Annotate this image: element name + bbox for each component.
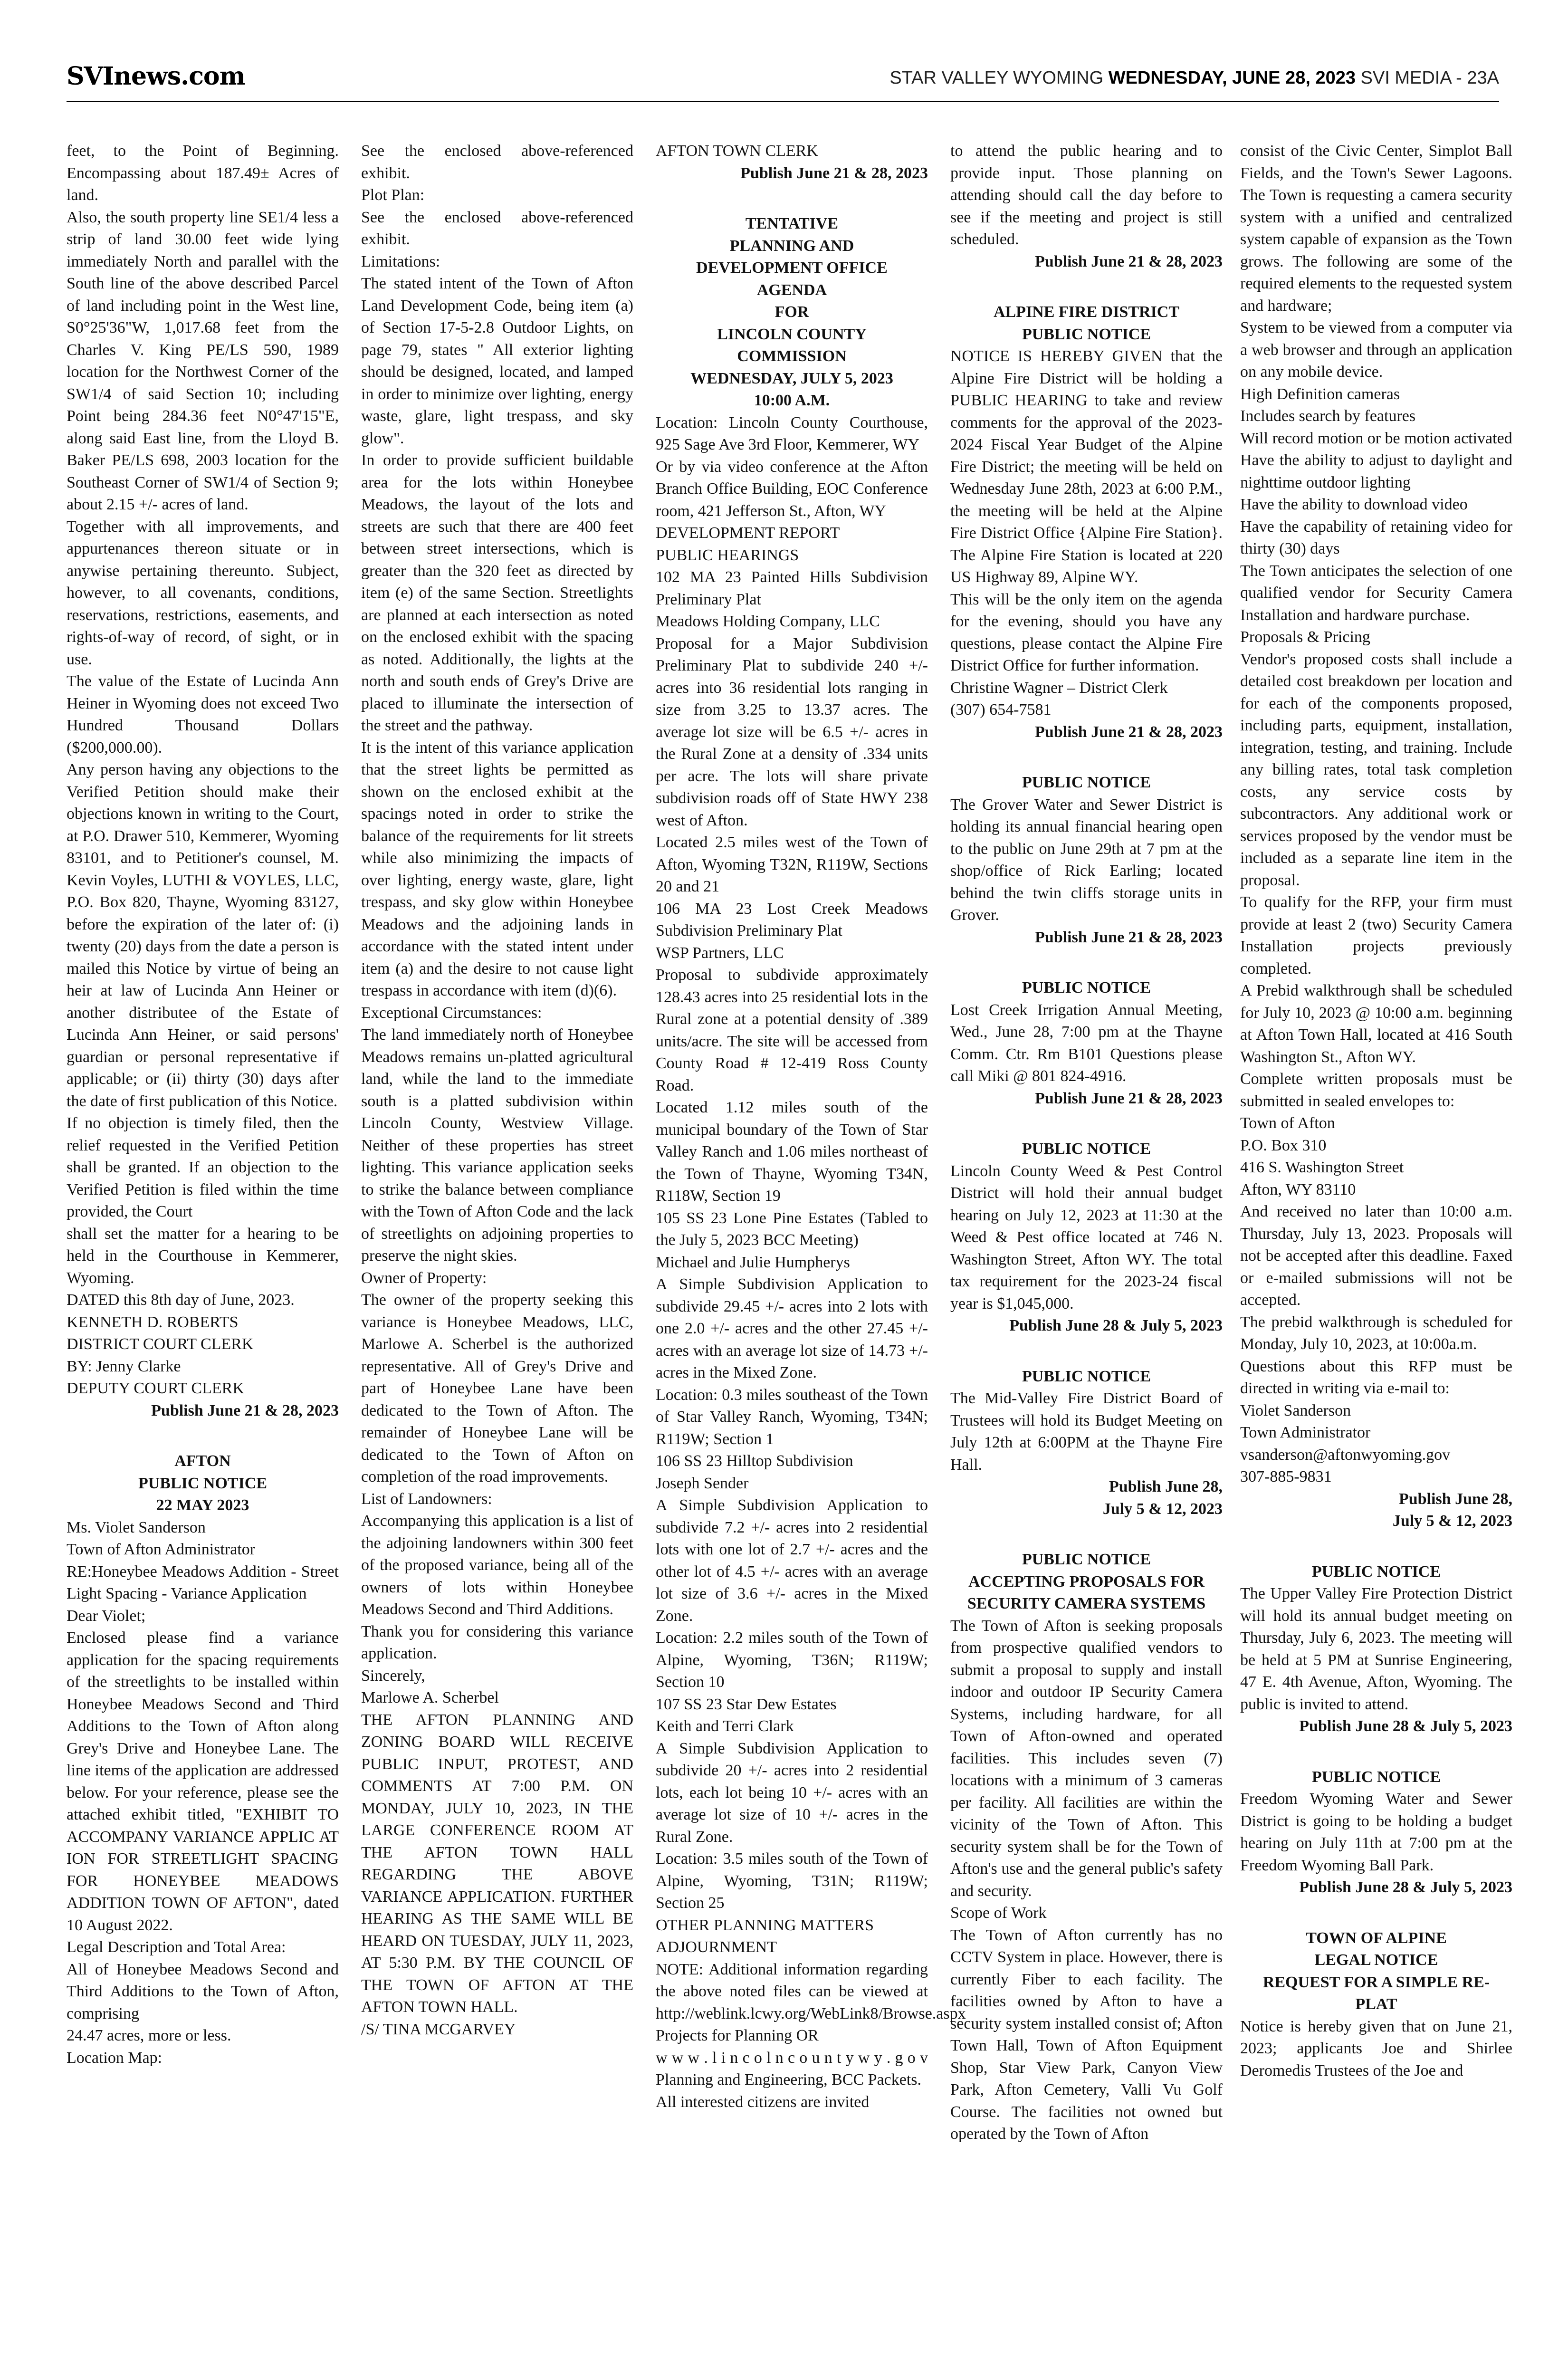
- notice-paragraph: RE:Honeybee Meadows Addition - Street Light Spacing - Variance Application: [67, 1562, 339, 1602]
- publish-dates: Publish June 21 & 28, 2023: [1035, 723, 1223, 741]
- column-1: [67, 140, 339, 2376]
- notice-paragraph: See the enclosed above-referenced exhibit.: [361, 208, 633, 248]
- notice-paragraph: Notice is hereby given that on June 21, 2023; applicants Joe and Shirlee Deromedis Trustees of the Joe and: [1240, 2017, 1512, 2079]
- column-2: [361, 140, 633, 2376]
- notice-paragraph: (307) 654-7581: [950, 701, 1052, 719]
- notice-heading: PUBLIC NOTICE: [1022, 979, 1151, 996]
- notice-paragraph: The stated intent of the Town of Afton Land Development Code, being item (a) of Section 17-5-2.8 Outdoor Lights, on page 79, states " All exterior lighting should be designed, located, and lamped in order to minimize over lighting, energy waste, glare, light trespass, and sky glow".: [361, 275, 633, 447]
- publish-dates: Publish June 21 & 28, 2023: [740, 164, 928, 182]
- notice-paragraph: Plot Plan:: [361, 186, 425, 204]
- notice-paragraph: Lost Creek Irrigation Annual Meeting, Wed., June 28, 7:00 pm at the Thayne Comm. Ctr. Rm B101 Questions please call Miki @ 801 824-4916.: [950, 1001, 1223, 1085]
- publish-dates: Publish June 28 & July 5, 2023: [1009, 1317, 1223, 1334]
- notice-paragraph: Have the ability to download video: [1240, 496, 1468, 513]
- notice-paragraph: Vendor's proposed costs shall include a detailed cost breakdown per location and for each of the components proposed, including parts, equipment, installation, integration, testing, and training. Include any billing rates, total task completion costs, any service costs by subcontractors. Any additional work or services proposed by the vendor must be included as a separate line item in the proposal.: [1240, 650, 1512, 889]
- publish-dates: Publish June 21 & 28, 2023: [1035, 1089, 1223, 1107]
- notice-paragraph: A Prebid walkthrough shall be scheduled for July 10, 2023 @ 10:00 a.m. beginning at Afton Town Hall, located at 416 South Washington St., Afton WY.: [1240, 982, 1512, 1066]
- notice-gap: [950, 1520, 1223, 1549]
- publish-dates: Publish June 28 & July 5, 2023: [1299, 1717, 1512, 1735]
- notice-paragraph: Michael and Julie Humpherys: [656, 1253, 850, 1271]
- notice-paragraph: Owner of Property:: [361, 1269, 487, 1287]
- notice-heading: FOR: [774, 303, 809, 321]
- notice-paragraph: NOTE: Additional information regarding the above noted files can be viewed at http://weblink.lcwy.org/WebLink8/Browse.aspx Projects for Planning OR: [656, 1960, 966, 2044]
- notice-heading: PUBLIC NOTICE: [1022, 1367, 1151, 1385]
- notice-paragraph: Questions about this RFP must be directed in writing via e-mail to:: [1240, 1357, 1512, 1397]
- notice-heading: TOWN OF ALPINE: [1306, 1929, 1447, 1947]
- notice-paragraph: consist of the Civic Center, Simplot Ball Fields, and the Town's Sewer Lagoons. The Town is requesting a camera security system with a unified and centralized system capable of expansion as the Town grows. The following are some of the required elements to the requested system and hardware;: [1240, 142, 1512, 315]
- notice-paragraph: 24.47 acres, more or less.: [67, 2027, 231, 2044]
- notice-paragraph: /S/ TINA MCGARVEY: [361, 2020, 516, 2038]
- notice-gap: [1240, 1738, 1512, 1766]
- notice-heading: AFTON: [174, 1452, 231, 1470]
- notice-paragraph: DATED this 8th day of June, 2023.: [67, 1291, 295, 1309]
- notice-paragraph: Location: 3.5 miles south of the Town of Alpine, Wyoming, T31N; R119W; Section 25: [656, 1850, 928, 1912]
- notice-paragraph: Accompanying this application is a list of the adjoining landowners within 300 feet of the proposed variance, being all of the owners of lots within Honeybee Meadows Second and Third Additions.: [361, 1512, 633, 1618]
- notice-gap: [656, 184, 928, 213]
- notice-paragraph: shall set the matter for a hearing to be held in the Courthouse in Kemmerer, Wyoming.: [67, 1225, 339, 1287]
- notice-gap: [950, 948, 1223, 977]
- notice-paragraph: High Definition cameras: [1240, 385, 1400, 403]
- notice-paragraph: P.O. Box 310: [1240, 1136, 1327, 1154]
- notice-paragraph: System to be viewed from a computer via a web browser and through an application on any mobile device.: [1240, 319, 1512, 381]
- notice-paragraph: Will record motion or be motion activated: [1240, 429, 1512, 447]
- notice-paragraph: DEVELOPMENT REPORT: [656, 524, 840, 542]
- notice-heading: PUBLIC NOTICE: [138, 1474, 268, 1492]
- notice-paragraph: Town of Afton: [1240, 1114, 1335, 1132]
- notice-paragraph: The Upper Valley Fire Protection District will hold its annual budget meeting on Thursday, July 6, 2023. The meeting will be held at 5 PM at Sunrise Engineering, 47 E. 4th Avenue, Afton, Wyoming. The public is invited to attend.: [1240, 1585, 1512, 1713]
- notice-paragraph: It is the intent of this variance application that the street lights be permitted as shown on the enclosed exhibit at the spacings noted in order to strike the balance of the requirements for lit streets while also minimizing the impacts of over lighting, energy waste, glare, light trespass, and sky glow within Honeybee Meadows and the adjoining lands in accordance with the stated intent under item (a) and the desire to not cause light trespass in accordance with item (d)(6).: [361, 738, 633, 999]
- notice-paragraph: A Simple Subdivision Application to subdivide 29.45 +/- acres into 2 lots with one 2.0 +/- acres and the other 27.45 +/- acres with an average lot size of 14.73 +/- acres in the Mixed Zone.: [656, 1275, 928, 1381]
- notice-paragraph: Also, the south property line SE1/4 less a strip of land 30.00 feet wide lying immediately North and parallel with the South line of the above described Parcel of land including point in the West line, S0°25'36"W, 1,017.68 feet from the Charles V. King PE/LS 590, 1989 location for the Northwest Corner of the SW1/4 of said Section 10; including Point being 284.36 feet N0°47'15"E, along said East line, from the Lloyd B. Baker PE/LS 698, 2003 location for the Southeast Corner of SW1/4 of Section 9; about 2.15 +/- acres of land.: [67, 208, 339, 513]
- publish-dates: July 5 & 12, 2023: [1392, 1512, 1512, 1530]
- notice-paragraph: 105 SS 23 Lone Pine Estates (Tabled to the July 5, 2023 BCC Meeting): [656, 1209, 928, 1249]
- notice-heading: ALPINE FIRE DISTRICT: [993, 303, 1180, 321]
- notice-paragraph: Location Map:: [67, 2049, 163, 2067]
- notice-paragraph: To qualify for the RFP, your firm must provide at least 2 (two) Security Camera Installation projects previously completed.: [1240, 893, 1512, 977]
- notice-paragraph: Afton, WY 83110: [1240, 1180, 1356, 1198]
- notice-heading: WEDNESDAY, JULY 5, 2023: [690, 369, 893, 387]
- notice-paragraph: feet, to the Point of Beginning. Encompassing about 187.49± Acres of land.: [67, 142, 339, 204]
- notice-paragraph: Ms. Violet Sanderson: [67, 1518, 206, 1536]
- notice-paragraph: Keith and Terri Clark: [656, 1717, 794, 1735]
- notice-paragraph: Freedom Wyoming Water and Sewer District is going to be holding a budget hearing on July 11th at 7:00 pm at the Freedom Wyoming Ball Park.: [1240, 1790, 1512, 1874]
- notice-heading: PUBLIC NOTICE: [1022, 325, 1151, 343]
- publish-dates: Publish June 21 & 28, 2023: [1035, 928, 1223, 946]
- notice-heading: AGENDA: [756, 281, 827, 299]
- notice-paragraph: NOTICE IS HEREBY GIVEN that the Alpine Fire District will be holding a PUBLIC HEARING to take and review comments for the approval of the 2023-2024 Fiscal Year Budget of the Alpine Fire District; the meeting will be held on Wednesday June 28th, 2023 at 6:00 P.M., the meeting will be held at the Alpine Fire District Office {Alpine Fire Station}. The Alpine Fire Station is located at 220 US Highway 89, Alpine WY.: [950, 347, 1223, 586]
- legal-notices-columns: [67, 140, 1512, 2376]
- notice-gap: [950, 273, 1223, 301]
- notice-paragraph: Together with all improvements, and appurtenances thereon situate or in anywise pertaining thereunto. Subject, however, to all covenants, conditions, reservations, restrictions, easements, and rights-of-way of record, of sight, or in use.: [67, 517, 339, 668]
- notice-paragraph: Legal Description and Total Area:: [67, 1938, 286, 1956]
- notice-paragraph: The Grover Water and Sewer District is holding its annual financial hearing open to the public on June 29th at 7 pm at the shop/office of Rick Earling; located behind the twin cliffs storage units in Grover.: [950, 795, 1223, 924]
- publish-dates: Publish June 28 & July 5, 2023: [1299, 1878, 1512, 1896]
- notice-paragraph: Town Administrator: [1240, 1424, 1371, 1441]
- notice-heading: PUBLIC NOTICE: [1022, 774, 1151, 791]
- notice-paragraph: w w w . l i n c o l n c o u n t y w y . g o v Planning and Engineering, BCC Packets.: [656, 2049, 928, 2089]
- notice-paragraph: DEPUTY COURT CLERK: [67, 1380, 244, 1397]
- notice-paragraph: In order to provide sufficient buildable area for the lots within Honeybee Meadows, the layout of the lots and streets are such that there are 400 feet between street intersections, which is greater than the 320 feet as directed by item (e) of the same Section. Streetlights are planned at each intersection as noted on the enclosed exhibit with the spacing as noted. Additionally, the lights at the north and south ends of Grey's Drive are placed to illuminate the intersection of the street and the pathway.: [361, 451, 633, 734]
- notice-paragraph: Location: 0.3 miles southeast of the Town of Star Valley Ranch, Wyoming, T34N; R119W; Section 1: [656, 1386, 928, 1448]
- notice-paragraph: Location: 2.2 miles south of the Town of Alpine, Wyoming, T36N; R119W; Section 10: [656, 1629, 928, 1691]
- notice-paragraph: Christine Wagner – District Clerk: [950, 679, 1168, 697]
- notice-paragraph: Any person having any objections to the Verified Petition should make their objections known in writing to the Court, at P.O. Drawer 510, Kemmerer, Wyoming 83101, and to Petitioner's counsel, M. Kevin Voyles, LUTHI & VOYLES, LLC, P.O. Box 820, Thayne, Wyoming 83127, before the expiration of the later of: (i) twenty (20) days from the date a person is mailed this Notice by virtue of being an heir at law of Lucinda Ann Heiner or another distributee of the Estate of Lucinda Ann Heiner, or said persons' guardian or personal representative if applicable; or (ii) thirty (30) days after the date of first publication of this Notice.: [67, 761, 339, 1110]
- notice-paragraph: Violet Sanderson: [1240, 1401, 1351, 1419]
- publish-dates: Publish June 21 & 28, 2023: [1035, 252, 1223, 270]
- notice-paragraph: Dear Violet;: [67, 1607, 146, 1625]
- notice-gap: [950, 743, 1223, 772]
- notice-paragraph: Sincerely,: [361, 1667, 425, 1685]
- notice-paragraph: to attend the public hearing and to provide input. Those planning on attending should call the day before to see if the meeting and project is still scheduled.: [950, 142, 1223, 248]
- notice-paragraph: 107 SS 23 Star Dew Estates: [656, 1695, 837, 1713]
- notice-paragraph: Or by via video conference at the Afton Branch Office Building, EOC Conference room, 421 Jefferson St., Afton, WY: [656, 458, 928, 520]
- notice-paragraph: 416 S. Washington Street: [1240, 1159, 1404, 1176]
- notice-paragraph: The land immediately north of Honeybee Meadows remains un-platted agricultural land, while the land to the immediate south is a platted subdivision within Lincoln County, Westview Village. Neither of these properties has street lighting. This variance application seeks to strike the balance between compliance with the Town of Afton Code and the lack of streetlights on adjoining properties to preserve the night skies.: [361, 1026, 633, 1265]
- notice-heading: PUBLIC NOTICE: [1311, 1768, 1441, 1786]
- notice-heading: 10:00 A.M.: [754, 392, 830, 409]
- notice-paragraph: ADJOURNMENT: [656, 1938, 777, 1956]
- notice-heading: TENTATIVE: [745, 215, 839, 232]
- notice-paragraph: 106 SS 23 Hilltop Subdivision: [656, 1452, 853, 1470]
- notice-gap: [67, 1422, 339, 1450]
- notice-paragraph: 307-885-9831: [1240, 1468, 1332, 1485]
- notice-paragraph: Proposal to subdivide approximately 128.43 acres into 25 residential lots in the Rural zone at a potential density of .389 units/acre. The site will be accessed from County Road # 12-419 Ross County Road.: [656, 966, 928, 1094]
- column-4: [950, 140, 1223, 2376]
- notice-paragraph: A Simple Subdivision Application to subdivide 20 +/- acres into 2 residential lots, each lot being 10 +/- acres with an average lot size of 10 +/- acres in the Rural Zone.: [656, 1739, 928, 1846]
- notice-heading: PUBLIC NOTICE: [1022, 1551, 1151, 1568]
- notice-paragraph: Enclosed please find a variance application for the spacing requirements of the streetlights to be installed within Honeybee Meadows Second and Third Additions to the Town of Afton along Grey's Drive and Honeybee Lane. The line items of the application are addressed below. For your reference, please see the attached exhibit titled, "EXHIBIT TO ACCOMPANY VARIANCE APPLIC AT ION FOR STREETLIGHT SPACING FOR HONEYBEE MEADOWS ADDITION TOWN OF AFTON", dated 10 August 2022.: [67, 1629, 339, 1934]
- column-5: [1240, 140, 1512, 2376]
- notice-paragraph: 106 MA 23 Lost Creek Meadows Subdivision Preliminary Plat: [656, 900, 928, 939]
- notice-heading: PLAT: [1355, 1995, 1397, 2013]
- notice-paragraph: Includes search by features: [1240, 407, 1416, 425]
- column-3: [656, 140, 966, 2376]
- notice-heading: PLANNING AND: [729, 237, 854, 255]
- notice-paragraph: Complete written proposals must be submitted in sealed envelopes to:: [1240, 1070, 1512, 1110]
- notice-paragraph: Proposals & Pricing: [1240, 628, 1370, 646]
- masthead-info: [889, 68, 1499, 88]
- notice-paragraph: Marlowe A. Scherbel: [361, 1689, 499, 1706]
- notice-paragraph: KENNETH D. ROBERTS: [67, 1313, 239, 1331]
- notice-paragraph: All of Honeybee Meadows Second and Third Additions to the Town of Afton, comprising: [67, 1960, 339, 2022]
- notice-paragraph: If no objection is timely filed, then the relief requested in the Verified Petition shall be granted. If an objection to the Verified Petition is filed within the time provided, the Court: [67, 1114, 339, 1220]
- notice-paragraph: THE AFTON PLANNING AND ZONING BOARD WILL RECEIVE PUBLIC INPUT, PROTEST, AND COMMENTS AT 7:00 P.M. ON MONDAY, JULY 10, 2023, IN THE LARGE CONFERENCE ROOM AT THE AFTON TOWN HALL REGARDING THE ABOVE VARIANCE APPLICATION. FURTHER HEARING AS THE SAME WILL BE HEARD ON TUESDAY, JULY 11, 2023, AT 5:30 P.M. BY THE COUNCIL OF THE TOWN OF AFTON AT THE AFTON TOWN HALL.: [361, 1711, 633, 2016]
- notice-paragraph: Lincoln County Weed & Pest Control District will hold their annual budget hearing on July 12, 2023 at 11:30 at the Weed & Pest office located at 746 N. Washington Street, Afton WY. The total tax requirement for the 2023-24 fiscal year is $1,045,000.: [950, 1162, 1223, 1313]
- notice-paragraph: Joseph Sender: [656, 1474, 749, 1492]
- publish-dates: July 5 & 12, 2023: [1102, 1500, 1223, 1518]
- notice-heading: ACCEPTING PROPOSALS FOR: [968, 1572, 1205, 1590]
- notice-paragraph: This will be the only item on the agenda for the evening, should you have any questions, please contact the Alpine Fire District Office for further information.: [950, 590, 1223, 674]
- notice-paragraph: List of Landowners:: [361, 1490, 492, 1508]
- notice-paragraph: Exceptional Circumstances:: [361, 1004, 542, 1022]
- notice-paragraph: Located 2.5 miles west of the Town of Afton, Wyoming T32N, R119W, Sections 20 and 21: [656, 834, 928, 895]
- notice-paragraph: The owner of the property seeking this variance is Honeybee Meadows, LLC, Marlowe A. Scherbel is the authorized representative. All of Grey's Drive and part of Honeybee Lane have been dedicated to the Town of Afton. The remainder of Honeybee Lane will be dedicated to the Town of Afton on completion of the road improvements.: [361, 1291, 633, 1485]
- notice-paragraph: vsanderson@aftonwyoming.gov: [1240, 1446, 1451, 1464]
- notice-paragraph: AFTON TOWN CLERK: [656, 142, 818, 160]
- notice-heading: SECURITY CAMERA SYSTEMS: [967, 1595, 1206, 1612]
- site-name: SVInews.com: [67, 62, 245, 91]
- notice-paragraph: A Simple Subdivision Application to subdivide 7.2 +/- acres into 2 residential lots with one lot of 2.7 +/- acres and the other lot of 4.5 +/- acres with an average lot size of 3.6 +/- acres in the Mixed Zone.: [656, 1496, 928, 1625]
- notice-heading: LINCOLN COUNTY: [717, 325, 867, 343]
- publication-name: STAR VALLEY WYOMING: [889, 68, 1104, 88]
- notice-paragraph: Have the capability of retaining video for thirty (30) days: [1240, 517, 1512, 557]
- notice-paragraph: The value of the Estate of Lucinda Ann Heiner in Wyoming does not exceed Two Hundred Thousand Dollars ($200,000.00).: [67, 672, 339, 757]
- notice-paragraph: Have the ability to adjust to daylight and nighttime outdoor lighting: [1240, 451, 1512, 491]
- notice-paragraph: The Town anticipates the selection of one qualified vendor for Security Camera Installation and hardware purchase.: [1240, 562, 1512, 624]
- notice-paragraph: OTHER PLANNING MATTERS: [656, 1916, 874, 1934]
- notice-paragraph: The Town of Afton currently has no CCTV System in place. However, there is currently Fiber to each facility. The facilities owned by Afton to have a security system installed consist of; Afton Town Hall, Town of Afton Equipment Shop, Star View Park, Canyon View Park, Afton Cemetery, Valli Vu Golf Course. The facilities not owned but operated by the Town of Afton: [950, 1926, 1223, 2143]
- notice-paragraph: And received no later than 10:00 a.m. Thursday, July 13, 2023. Proposals will not be accepted after this deadline. Faxed or e-mailed submissions will not be accepted.: [1240, 1203, 1512, 1309]
- notice-paragraph: DISTRICT COURT CLERK: [67, 1335, 254, 1353]
- notice-paragraph: 102 MA 23 Painted Hills Subdivision Preliminary Plat: [656, 568, 928, 608]
- notice-paragraph: Located 1.12 miles south of the municipal boundary of the Town of Star Valley Ranch and 1.06 miles northeast of the Town of Thayne, Wyoming T34N, R118W, Section 19: [656, 1099, 928, 1205]
- notice-paragraph: Meadows Holding Company, LLC: [656, 613, 880, 630]
- publish-dates: Publish June 21 & 28, 2023: [151, 1401, 339, 1419]
- notice-paragraph: WSP Partners, LLC: [656, 944, 784, 962]
- notice-paragraph: Proposal for a Major Subdivision Preliminary Plat to subdivide 240 +/- acres into 36 residential lots ranging in size from 3.25 to 13.37 acres. The average lot size will be 6.5 +/- acres in the Rural Zone at a density of .334 units per acre. The lots will share private subdivision roads off of State HWY 238 west of Afton.: [656, 634, 928, 829]
- notice-paragraph: See the enclosed above-referenced exhibit.: [361, 142, 633, 182]
- notice-paragraph: All interested citizens are invited: [656, 2093, 870, 2111]
- notice-paragraph: The Mid-Valley Fire District Board of Trustees will hold its Budget Meeting on July 12th at 6:00PM at the Thayne Fire Hall.: [950, 1389, 1223, 1474]
- notice-heading: 22 MAY 2023: [156, 1496, 249, 1514]
- notice-paragraph: Limitations:: [361, 252, 440, 270]
- notice-heading: DEVELOPMENT OFFICE: [696, 259, 888, 277]
- notice-heading: LEGAL NOTICE: [1314, 1951, 1438, 1969]
- notice-heading: PUBLIC NOTICE: [1022, 1140, 1151, 1158]
- notice-gap: [1240, 1899, 1512, 1927]
- notice-paragraph: Location: Lincoln County Courthouse, 925 Sage Ave 3rd Floor, Kemmerer, WY: [656, 413, 928, 453]
- publish-dates: Publish June 28,: [1109, 1478, 1223, 1495]
- notice-paragraph: Town of Afton Administrator: [67, 1541, 256, 1558]
- notice-gap: [1240, 1533, 1512, 1561]
- notice-heading: PUBLIC NOTICE: [1311, 1562, 1441, 1581]
- notice-gap: [950, 1110, 1223, 1138]
- page-section: SVI MEDIA - 23A: [1360, 68, 1499, 88]
- notice-paragraph: Thank you for considering this variance application.: [361, 1622, 633, 1662]
- notice-paragraph: The prebid walkthrough is scheduled for Monday, July 10, 2023, at 10:00a.m.: [1240, 1313, 1512, 1353]
- notice-paragraph: PUBLIC HEARINGS: [656, 546, 799, 564]
- notice-paragraph: Scope of Work: [950, 1904, 1047, 1922]
- notice-heading: REQUEST FOR A SIMPLE RE-: [1262, 1973, 1490, 1991]
- issue-date: WEDNESDAY, JUNE 28, 2023: [1108, 68, 1356, 88]
- notice-paragraph: BY: Jenny Clarke: [67, 1357, 181, 1375]
- notice-heading: COMMISSION: [737, 347, 847, 365]
- publish-dates: Publish June 28,: [1398, 1490, 1512, 1508]
- masthead-rule: [67, 101, 1499, 102]
- notice-paragraph: The Town of Afton is seeking proposals from prospective qualified vendors to submit a proposal to supply and install indoor and outdoor IP Security Camera Systems, including hardware, for all Town of Afton-owned and operated facilities. This includes seven (7) locations with a minimum of 3 cameras per facility. All facilities are within the vicinity of the Town of Afton. This security system shall be for the Town of Afton's use and the general public's safety and security.: [950, 1617, 1223, 1900]
- notice-gap: [950, 1337, 1223, 1366]
